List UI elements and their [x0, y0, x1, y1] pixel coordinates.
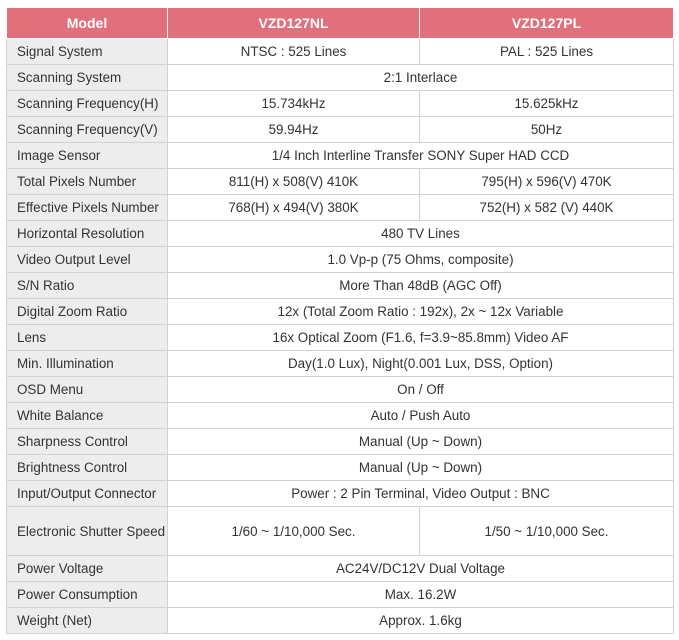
row-label: Brightness Control	[7, 455, 168, 481]
cell-nl: NTSC : 525 Lines	[168, 39, 420, 65]
cell-value: 480 TV Lines	[168, 221, 674, 247]
row-label: Min. Illumination	[7, 351, 168, 377]
row-min-illumination	[7, 351, 674, 377]
row-horizontal-resolution	[7, 221, 674, 247]
row-image-sensor	[7, 143, 674, 169]
spec-table-body	[7, 39, 674, 634]
row-label: Effective Pixels Number	[7, 195, 168, 221]
row-weight	[7, 608, 674, 634]
cell-nl: 768(H) x 494(V) 380K	[168, 195, 420, 221]
row-label: White Balance	[7, 403, 168, 429]
cell-pl: 1/50 ~ 1/10,000 Sec.	[420, 507, 674, 556]
cell-value: 16x Optical Zoom (F1.6, f=3.9~85.8mm) Video AF	[168, 325, 674, 351]
cell-value: 1.0 Vp-p (75 Ohms, composite)	[168, 247, 674, 273]
cell-value: Day(1.0 Lux), Night(0.001 Lux, DSS, Option)	[168, 351, 674, 377]
row-label: S/N Ratio	[7, 273, 168, 299]
row-label: Scanning Frequency(H)	[7, 91, 168, 117]
header-row	[7, 8, 674, 39]
cell-value: Auto / Push Auto	[168, 403, 674, 429]
cell-value: Approx. 1.6kg	[168, 608, 674, 634]
spec-table-header	[7, 8, 674, 39]
row-sn-ratio	[7, 273, 674, 299]
row-lens	[7, 325, 674, 351]
cell-value: Manual (Up ~ Down)	[168, 455, 674, 481]
row-effective-pixels	[7, 195, 674, 221]
row-digital-zoom-ratio	[7, 299, 674, 325]
row-white-balance	[7, 403, 674, 429]
cell-nl: 15.734kHz	[168, 91, 420, 117]
cell-value: 1/4 Inch Interline Transfer SONY Super HAD CCD	[168, 143, 674, 169]
cell-pl: 795(H) x 596(V) 470K	[420, 169, 674, 195]
cell-value: Power : 2 Pin Terminal, Video Output : BNC	[168, 481, 674, 507]
row-sharpness-control	[7, 429, 674, 455]
row-label: Scanning System	[7, 65, 168, 91]
header-model: Model	[7, 8, 168, 39]
cell-value: 12x (Total Zoom Ratio : 192x), 2x ~ 12x Variable	[168, 299, 674, 325]
row-label: Signal System	[7, 39, 168, 65]
cell-pl: 15.625kHz	[420, 91, 674, 117]
row-scanning-system	[7, 65, 674, 91]
row-power-voltage	[7, 556, 674, 582]
row-scanning-frequency-v	[7, 117, 674, 143]
cell-nl: 811(H) x 508(V) 410K	[168, 169, 420, 195]
header-vzd127nl: VZD127NL	[168, 8, 420, 39]
row-label: Electronic Shutter Speed	[7, 507, 168, 556]
row-label: Digital Zoom Ratio	[7, 299, 168, 325]
cell-value: Manual (Up ~ Down)	[168, 429, 674, 455]
cell-pl: PAL : 525 Lines	[420, 39, 674, 65]
row-power-consumption	[7, 582, 674, 608]
row-osd-menu	[7, 377, 674, 403]
row-label: Video Output Level	[7, 247, 168, 273]
row-label: Input/Output Connector	[7, 481, 168, 507]
cell-pl: 50Hz	[420, 117, 674, 143]
row-video-output-level	[7, 247, 674, 273]
cell-value: More Than 48dB (AGC Off)	[168, 273, 674, 299]
cell-value: On / Off	[168, 377, 674, 403]
cell-value: Max. 16.2W	[168, 582, 674, 608]
row-label: Power Voltage	[7, 556, 168, 582]
spec-table	[6, 7, 674, 634]
row-label: Lens	[7, 325, 168, 351]
cell-value: AC24V/DC12V Dual Voltage	[168, 556, 674, 582]
row-label: OSD Menu	[7, 377, 168, 403]
row-label: Horizontal Resolution	[7, 221, 168, 247]
row-signal-system	[7, 39, 674, 65]
row-io-connector	[7, 481, 674, 507]
row-brightness-control	[7, 455, 674, 481]
cell-nl: 59.94Hz	[168, 117, 420, 143]
row-label: Image Sensor	[7, 143, 168, 169]
row-total-pixels	[7, 169, 674, 195]
cell-value: 2:1 Interlace	[168, 65, 674, 91]
header-vzd127pl: VZD127PL	[420, 8, 674, 39]
row-label: Sharpness Control	[7, 429, 168, 455]
cell-nl: 1/60 ~ 1/10,000 Sec.	[168, 507, 420, 556]
row-label: Total Pixels Number	[7, 169, 168, 195]
row-label: Scanning Frequency(V)	[7, 117, 168, 143]
row-label: Power Consumption	[7, 582, 168, 608]
row-scanning-frequency-h	[7, 91, 674, 117]
row-label: Weight (Net)	[7, 608, 168, 634]
row-electronic-shutter-speed	[7, 507, 674, 556]
cell-pl: 752(H) x 582 (V) 440K	[420, 195, 674, 221]
